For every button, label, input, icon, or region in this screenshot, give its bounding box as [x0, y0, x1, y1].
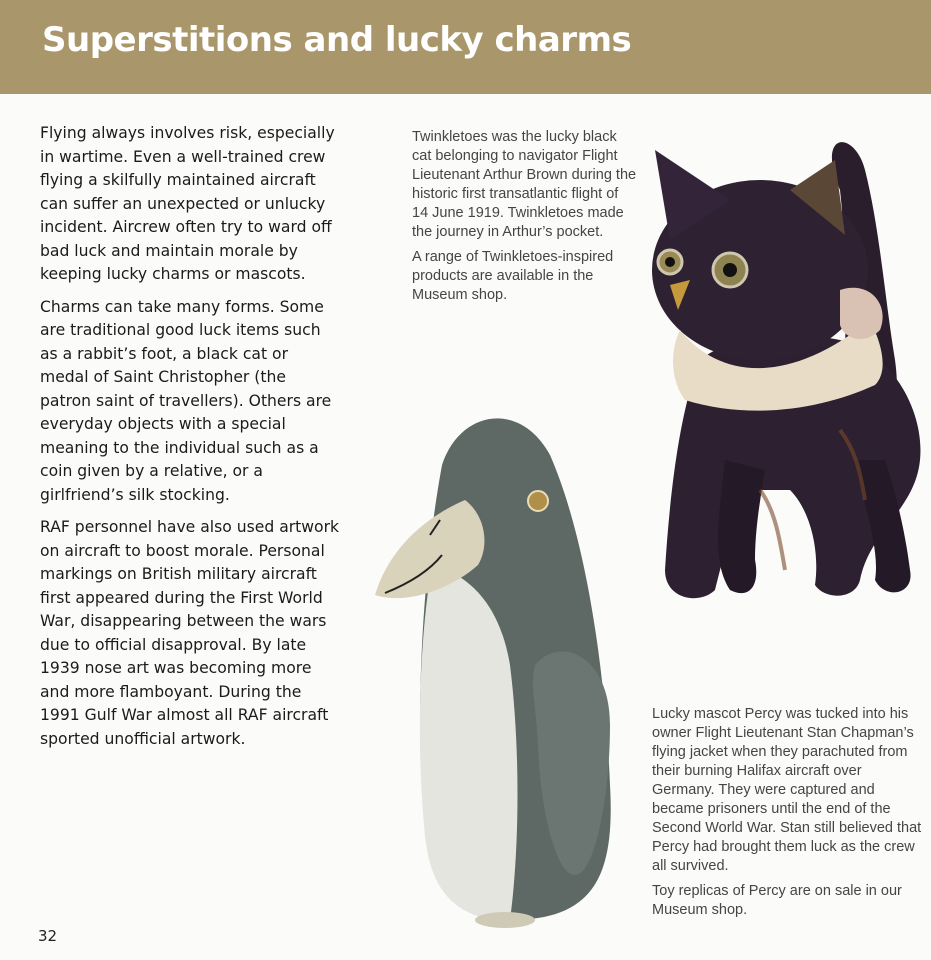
penguin-caption-paragraph-1: Lucky mascot Percy was tucked into his owner Flight Lieutenant Stan Chapman’s flying jacket when they parachuted from their burning Halifax aircraft over Germany. They were captured and became prisoners until the end of the Second World War. Stan still believed that Percy had brought them luck as the crew all survived.	[652, 706, 922, 874]
penguin-caption	[652, 705, 927, 926]
header-banner	[0, 0, 931, 94]
cat-caption	[412, 128, 637, 311]
black-cat-toy-photo	[640, 130, 931, 610]
main-text-column	[40, 122, 340, 760]
main-paragraph-3: RAF personnel have also used artwork on aircraft to boost morale. Personal markings on British military aircraft first appeared during the First World War, disappearing between the wars due to official disapproval. By late 1939 nose art was becoming more and more flamboyant. During the 1991 Gulf War almost all RAF aircraft sported unofficial artwork.	[40, 518, 340, 748]
cat-caption-paragraph-2: A range of Twinkletoes-inspired products are available in the Museum shop.	[412, 249, 614, 303]
cat-caption-paragraph-1: Twinkletoes was the lucky black cat belonging to navigator Flight Lieutenant Arthur Brown during the historic first transatlantic flight of 14 June 1919. Twinkletoes made the journey in Arthur’s pocket.	[412, 129, 637, 240]
penguin-caption-paragraph-2: Toy replicas of Percy are on sale in our Museum shop.	[652, 883, 902, 918]
penguin-toy-photo	[370, 405, 620, 935]
page-number: 32	[38, 927, 58, 945]
main-paragraph-1: Flying always involves risk, especially in wartime. Even a well-trained crew flying a skilfully maintained aircraft can suffer an unexpected or unlucky incident. Aircrew often try to ward off bad luck and maintain morale by keeping lucky charms or mascots.	[40, 124, 335, 283]
page-title: Superstitions and lucky charms	[42, 20, 632, 60]
main-paragraph-2: Charms can take many forms. Some are traditional good luck items such as a rabbit’s foot, a black cat or medal of Saint Christopher (the patron saint of travellers). Others are everyday objects with a special meaning to the individual such as a coin given by a relative, or a girlfriend’s silk stocking.	[40, 297, 332, 504]
